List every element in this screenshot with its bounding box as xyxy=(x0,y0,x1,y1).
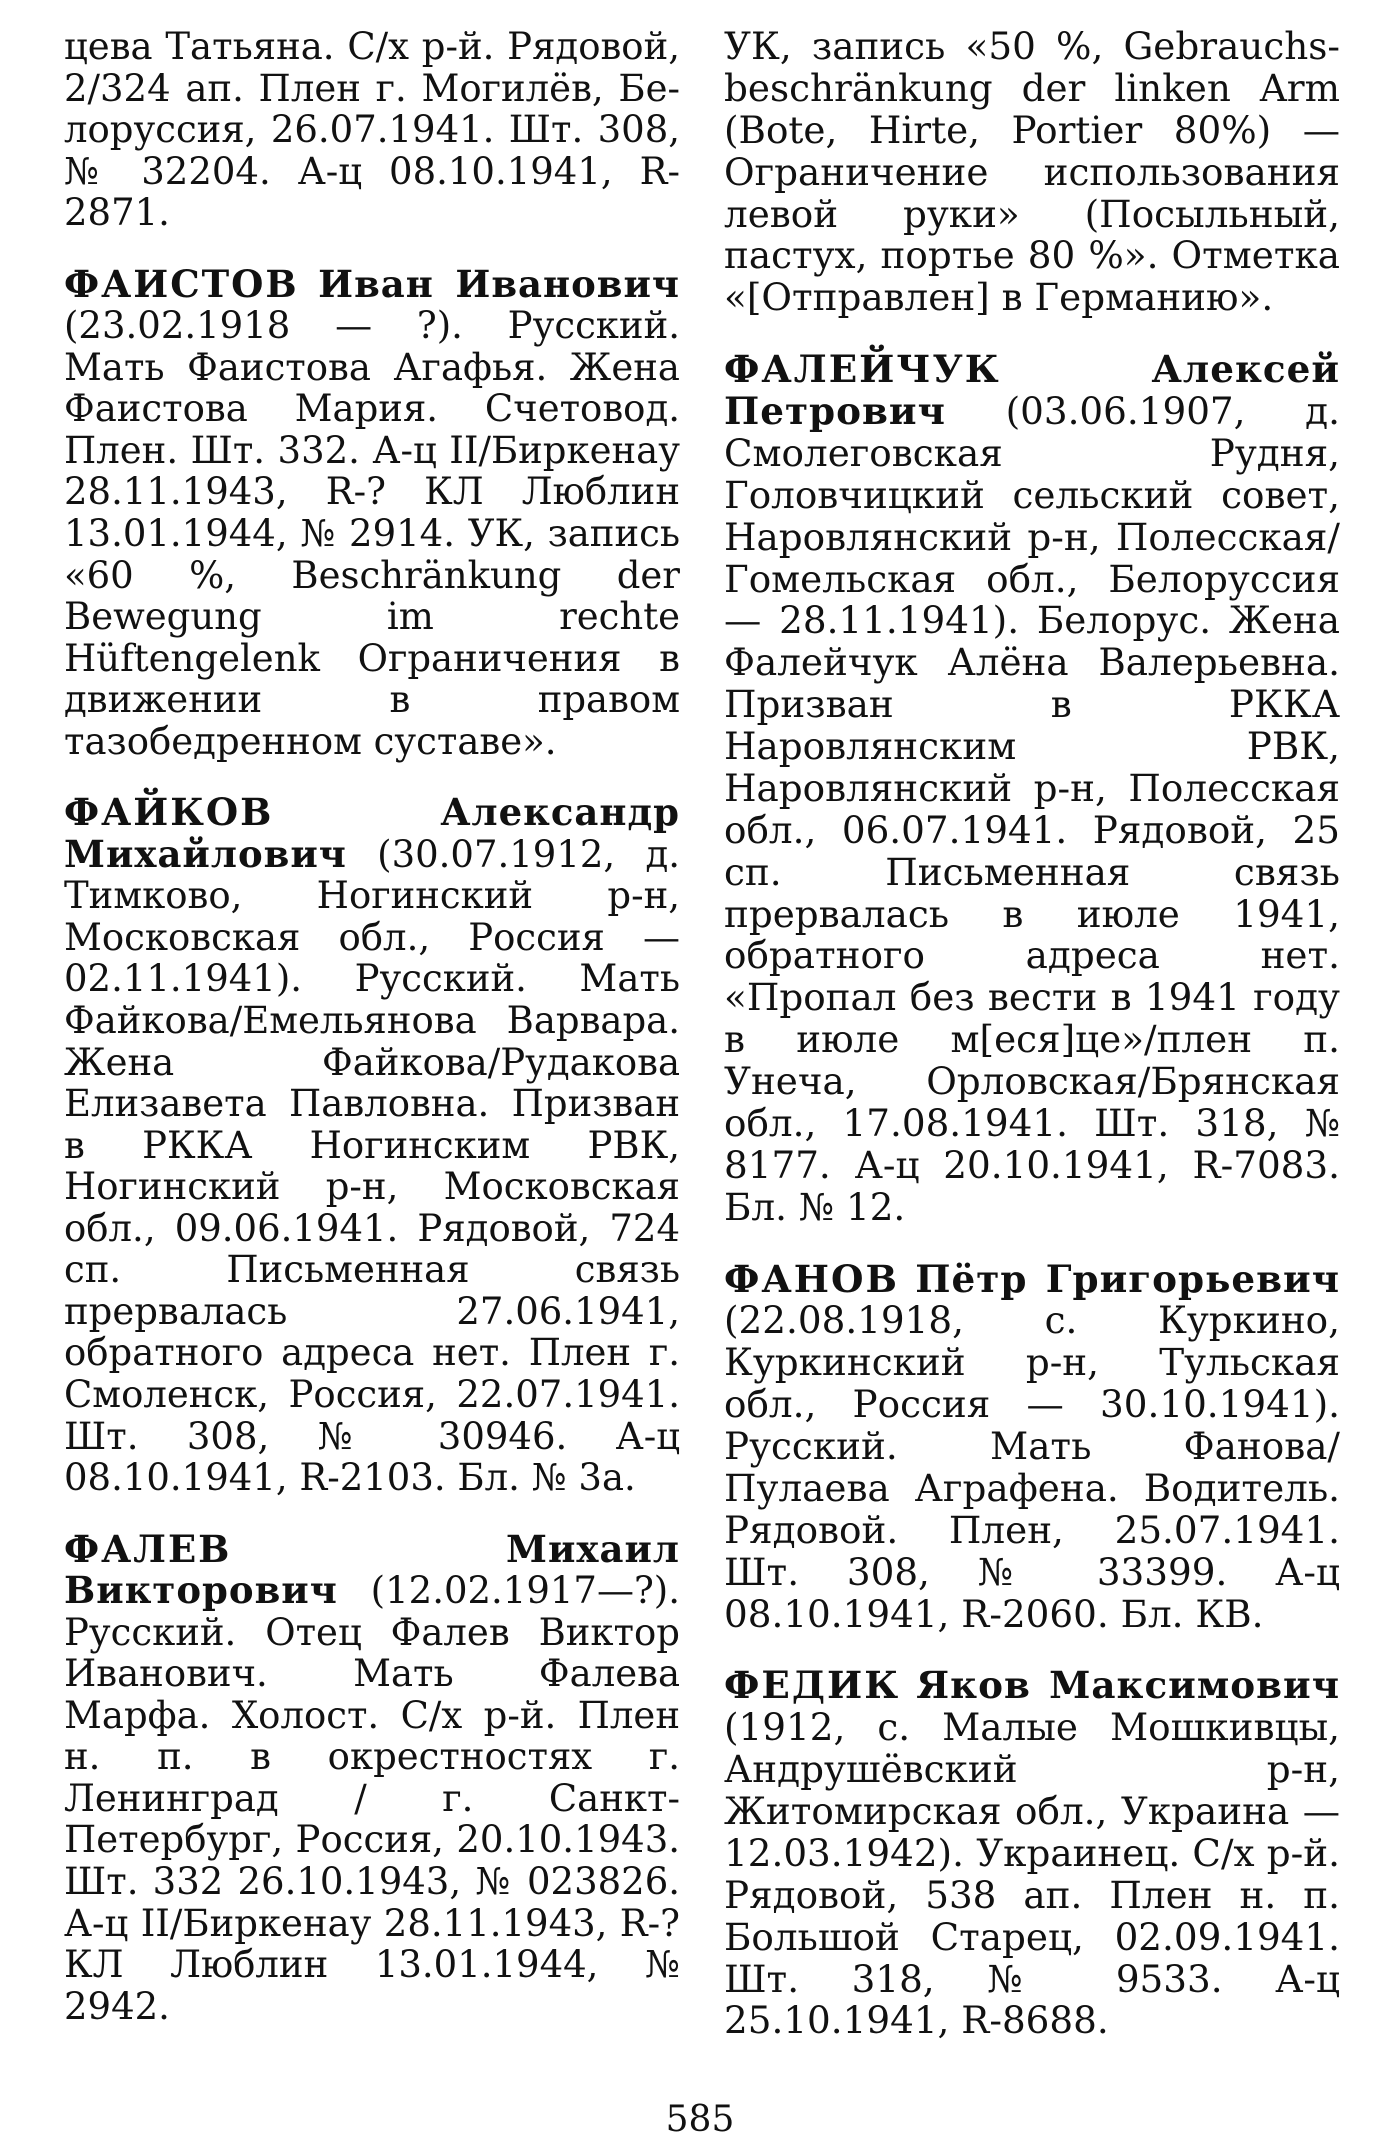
entry-surname: ФЕДИК xyxy=(724,1663,901,1708)
entry-fanov xyxy=(724,1256,1340,1636)
entry-text: УК, запись «50 %, Gebrauchsbeschränkung der linken Arm (Bote, Hirte, Portier 80%) — Ограничение использования левой руки» (Посыльный, пастух, портье 80 %». Отметка «[Отправлен] в Германию». xyxy=(724,24,1340,320)
entry-text: (22.08.1918, с. Куркино, Куркинский р-н, Тульская обл., Россия — 30.10.1941). Русский. Мать Фанова/Пулаева Аграфена. Водитель. Рядовой. Плен, 25.07.1941. Шт. 308, № 33399. А-ц 08.10.1941, R-2060. Бл. КВ. xyxy=(724,1298,1340,1636)
entry-continuation-left xyxy=(64,26,680,234)
entry-given-name: Иван Иванович xyxy=(318,261,680,306)
entry-text: (12.02.1917—?). Русский. Отец Фалев Виктор Иванович. Мать Фалева Марфа. Холост. С/х р-й. Плен н. п. в окрестностях г. Ленинград / г. Санкт-Петербург, Россия, 20.10.1943. Шт. 332 26.10.1943, № 023826. А-ц II/Биркенау 28.11.1943, R-? КЛ Люблин 13.01.1944, № 2942. xyxy=(64,1569,680,2028)
entry-text: (23.02.1918 — ?). Русский. Мать Фаистова Агафья. Жена Фаистова Мария. Счетовод. Плен. Шт. 332. А-ц II/Биркенау 28.11.1943, R-? КЛ Люблин 13.01.1944, № 2914. УК, запись «60 %, Beschränkung der Bewegung im rechte Hüftengelenk Ограничения в движении в правом тазобедренном суставе». xyxy=(64,304,680,763)
entry-faistov xyxy=(64,261,680,763)
entry-text: цева Татьяна. С/х р-й. Рядовой, 2/324 ап. Плен г. Могилёв, Белоруссия, 26.07.1941. Шт. 308, № 32204. А-ц 08.10.1941, R-2871. xyxy=(64,25,680,235)
entry-fedik xyxy=(724,1665,1340,2042)
entry-given-name: Михаил Викторович xyxy=(64,1526,680,1613)
entry-text: (30.07.1912, д. Тимково, Ногинский р-н, Московская обл., Россия — 02.11.1941). Русский. Мать Файкова/Емельянова Варвара. Жена Файкова/Рудакова Елизавета Павловна. Призван в РККА Ногинским РВК, Ногинский р-н, Московская обл., 09.06.1941. Рядовой, 724 сп. Письменная связь прервалась 27.06.1941, обратного адреса нет. Плен г. Смоленск, Россия, 22.07.1941. Шт. 308, № 30946. А-ц 08.10.1941, R-2103. Бл. № 3а. xyxy=(64,832,680,1500)
left-column xyxy=(64,26,680,2057)
page-number: 585 xyxy=(665,2099,735,2140)
entry-surname: ФАИСТОВ xyxy=(64,261,299,306)
entry-continuation-right xyxy=(724,26,1340,319)
entry-falev xyxy=(64,1526,680,2028)
entry-given-name: Алексей Петрович xyxy=(724,347,1340,433)
entry-surname: ФАЛЕВ xyxy=(64,1526,232,1571)
entry-text: (1912, с. Малые Мошкивцы, Андрушёвский р-н, Житомирская обл., Украина — 12.03.1942). Украинец. С/х р-й. Рядовой, 538 ап. Плен н. п. Большой Старец, 02.09.1941. Шт. 318, № 9533. А-ц 25.10.1941, R-8688. xyxy=(724,1705,1340,2043)
entry-given-name: Александр Михайлович xyxy=(64,790,680,876)
right-column xyxy=(724,26,1340,2072)
entry-faleichuk xyxy=(724,349,1340,1228)
entry-given-name: Яков Максимович xyxy=(916,1663,1340,1708)
entry-text: (03.06.1907, д. Смолеговская Рудня, Головчицкий сельский совет, Наровлянский р-н, Полесская/Гомельская обл., Белоруссия — 28.11.1941). Белорус. Жена Фалейчук Алёна Валерьевна. Призван в РККА Наровлянским РВК, Наровлянский р-н, Полесская обл., 06.07.1941. Рядовой, 25 сп. Письменная связь прервалась в июле 1941, обратного адреса нет. «Пропал без вести в 1941 году в июле м[еся]це»/плен п. Унеча, Орловская/Брянская обл., 17.08.1941. Шт. 318, № 8177. А-ц 20.10.1941, R-7083. Бл. № 12. xyxy=(724,389,1340,1229)
entry-surname: ФАНОВ xyxy=(724,1256,900,1301)
entry-surname: ФАЛЕЙЧУК xyxy=(724,347,1001,392)
entry-given-name: Пётр Григорьевич xyxy=(915,1256,1340,1301)
entry-faikov xyxy=(64,792,680,1498)
entry-surname: ФАЙКОВ xyxy=(64,790,274,835)
